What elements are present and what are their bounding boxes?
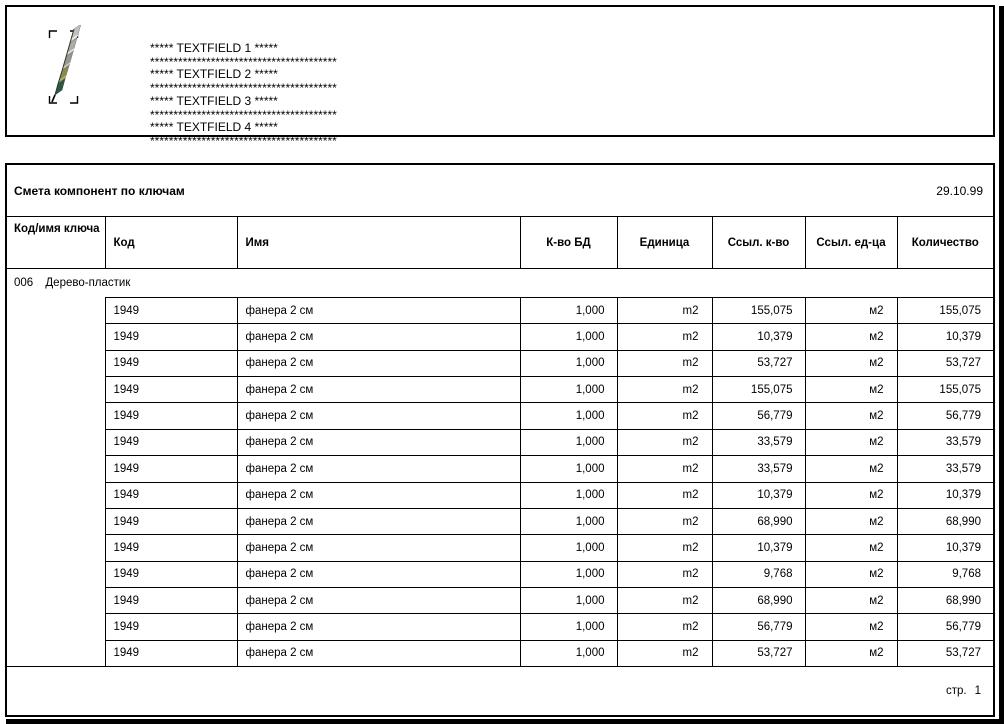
cell-name: фанера 2 см — [237, 614, 520, 640]
cell-quantity: 56,779 — [897, 614, 993, 640]
row-spacer — [7, 587, 105, 613]
cell-quantity: 33,579 — [897, 456, 993, 482]
cell-quantity: 33,579 — [897, 429, 993, 455]
cell-unit: m2 — [617, 482, 712, 508]
report-title: Смета компонент по ключам — [14, 183, 185, 198]
report-title-row — [7, 165, 993, 216]
row-spacer — [7, 640, 105, 666]
cell-quantity: 68,990 — [897, 508, 993, 534]
cell-ref-unit: м2 — [805, 403, 897, 429]
col-header-code: Код — [105, 217, 237, 269]
cell-code: 1949 — [105, 403, 237, 429]
row-spacer — [7, 456, 105, 482]
estimate-table — [7, 216, 993, 667]
cell-ref-qty: 10,379 — [712, 324, 805, 350]
cell-code: 1949 — [105, 324, 237, 350]
table-row — [7, 298, 993, 324]
cell-ref-qty: 33,579 — [712, 429, 805, 455]
cell-unit: m2 — [617, 350, 712, 376]
cell-unit: m2 — [617, 298, 712, 324]
cell-unit: m2 — [617, 429, 712, 455]
table-row — [7, 429, 993, 455]
cell-qty-db: 1,000 — [520, 561, 617, 587]
cell-ref-unit: м2 — [805, 587, 897, 613]
cell-unit: m2 — [617, 456, 712, 482]
col-header-unit: Единица — [617, 217, 712, 269]
col-header-quantity: Количество — [897, 217, 993, 269]
quill-feather-logo-icon — [46, 25, 88, 113]
cell-code: 1949 — [105, 535, 237, 561]
cell-ref-unit: м2 — [805, 561, 897, 587]
cell-name: фанера 2 см — [237, 482, 520, 508]
table-row — [7, 614, 993, 640]
group-cell — [7, 269, 993, 298]
cell-unit: m2 — [617, 324, 712, 350]
cell-qty-db: 1,000 — [520, 535, 617, 561]
textfield-line — [130, 106, 340, 162]
cell-ref-qty: 68,990 — [712, 508, 805, 534]
cell-code: 1949 — [105, 456, 237, 482]
cell-name: фанера 2 см — [237, 456, 520, 482]
textfield-value: **************************************** — [150, 108, 337, 122]
cell-unit: m2 — [617, 377, 712, 403]
page-shadow-bottom — [6, 719, 1004, 724]
cell-code: 1949 — [105, 377, 237, 403]
cell-quantity: 56,779 — [897, 403, 993, 429]
cell-name: фанера 2 см — [237, 298, 520, 324]
row-spacer — [7, 377, 105, 403]
cell-quantity: 10,379 — [897, 482, 993, 508]
cell-qty-db: 1,000 — [520, 298, 617, 324]
textfield-value: **************************************** — [150, 134, 337, 148]
cell-ref-unit: м2 — [805, 350, 897, 376]
table-body — [7, 269, 993, 667]
cell-ref-qty: 10,379 — [712, 482, 805, 508]
cell-ref-qty: 33,579 — [712, 456, 805, 482]
cell-ref-qty: 155,075 — [712, 298, 805, 324]
row-spacer — [7, 482, 105, 508]
cell-ref-unit: м2 — [805, 482, 897, 508]
cell-quantity: 155,075 — [897, 377, 993, 403]
page-number: 1 — [974, 685, 981, 698]
cell-name: фанера 2 см — [237, 508, 520, 534]
col-header-name: Имя — [237, 217, 520, 269]
cell-qty-db: 1,000 — [520, 587, 617, 613]
col-header-ref-unit: Ссыл. ед-ца — [805, 217, 897, 269]
table-row — [7, 324, 993, 350]
cell-unit: m2 — [617, 508, 712, 534]
group-row — [7, 269, 993, 298]
cell-unit: m2 — [617, 403, 712, 429]
cell-code: 1949 — [105, 350, 237, 376]
cell-quantity: 10,379 — [897, 535, 993, 561]
cell-ref-unit: м2 — [805, 456, 897, 482]
cell-ref-unit: м2 — [805, 298, 897, 324]
cell-qty-db: 1,000 — [520, 429, 617, 455]
cell-ref-qty: 9,768 — [712, 561, 805, 587]
cell-qty-db: 1,000 — [520, 403, 617, 429]
cell-ref-unit: м2 — [805, 508, 897, 534]
cell-quantity: 68,990 — [897, 587, 993, 613]
table-row — [7, 350, 993, 376]
cell-ref-unit: м2 — [805, 377, 897, 403]
row-spacer — [7, 298, 105, 324]
col-header-key: Код/имя ключа — [7, 217, 105, 269]
table-row — [7, 587, 993, 613]
table-row — [7, 403, 993, 429]
table-row — [7, 508, 993, 534]
cell-code: 1949 — [105, 508, 237, 534]
cell-ref-unit: м2 — [805, 640, 897, 666]
cell-unit: m2 — [617, 587, 712, 613]
group-code: 006 — [14, 277, 34, 289]
cell-ref-qty: 68,990 — [712, 587, 805, 613]
page-shadow-right — [999, 6, 1004, 724]
cell-qty-db: 1,000 — [520, 456, 617, 482]
row-spacer — [7, 350, 105, 376]
col-header-ref-qty: Ссыл. к-во — [712, 217, 805, 269]
cell-qty-db: 1,000 — [520, 482, 617, 508]
cell-name: фанера 2 см — [237, 324, 520, 350]
textfield-label: ***** TEXTFIELD 3 ***** — [150, 94, 278, 108]
cell-ref-unit: м2 — [805, 324, 897, 350]
table-header-row — [7, 217, 993, 269]
cell-quantity: 53,727 — [897, 350, 993, 376]
cell-code: 1949 — [105, 561, 237, 587]
cell-ref-qty: 56,779 — [712, 614, 805, 640]
cell-ref-qty: 56,779 — [712, 403, 805, 429]
cell-unit: m2 — [617, 561, 712, 587]
row-spacer — [7, 614, 105, 640]
cell-qty-db: 1,000 — [520, 350, 617, 376]
table-row — [7, 561, 993, 587]
cell-code: 1949 — [105, 482, 237, 508]
table-row — [7, 482, 993, 508]
col-header-qty-db: К-во БД — [520, 217, 617, 269]
cell-ref-unit: м2 — [805, 429, 897, 455]
cell-code: 1949 — [105, 640, 237, 666]
cell-ref-unit: м2 — [805, 614, 897, 640]
cell-ref-unit: м2 — [805, 535, 897, 561]
cell-name: фанера 2 см — [237, 640, 520, 666]
cell-name: фанера 2 см — [237, 587, 520, 613]
header-box — [5, 5, 995, 148]
table-row — [7, 535, 993, 561]
cell-ref-qty: 53,727 — [712, 350, 805, 376]
cell-qty-db: 1,000 — [520, 508, 617, 534]
report-date: 29.10.99 — [936, 183, 983, 198]
cell-qty-db: 1,000 — [520, 377, 617, 403]
cell-quantity: 53,727 — [897, 640, 993, 666]
cell-unit: m2 — [617, 614, 712, 640]
cell-ref-qty: 155,075 — [712, 377, 805, 403]
cell-qty-db: 1,000 — [520, 640, 617, 666]
cell-name: фанера 2 см — [237, 535, 520, 561]
textfield-label: ***** TEXTFIELD 4 ***** — [150, 120, 278, 134]
cell-unit: m2 — [617, 640, 712, 666]
cell-name: фанера 2 см — [237, 429, 520, 455]
cell-ref-qty: 53,727 — [712, 640, 805, 666]
cell-code: 1949 — [105, 614, 237, 640]
row-spacer — [7, 429, 105, 455]
textfield-label: ***** TEXTFIELD 2 ***** — [150, 67, 278, 81]
cell-unit: m2 — [617, 535, 712, 561]
cell-quantity: 9,768 — [897, 561, 993, 587]
cell-quantity: 155,075 — [897, 298, 993, 324]
table-row — [7, 456, 993, 482]
cell-name: фанера 2 см — [237, 377, 520, 403]
textfield-value: **************************************** — [150, 55, 337, 69]
cell-quantity: 10,379 — [897, 324, 993, 350]
row-spacer — [7, 508, 105, 534]
report-box — [5, 163, 995, 717]
textfield-label: ***** TEXTFIELD 1 ***** — [150, 41, 278, 55]
page-label: стр. — [945, 685, 967, 698]
row-spacer — [7, 403, 105, 429]
cell-name: фанера 2 см — [237, 561, 520, 587]
cell-code: 1949 — [105, 429, 237, 455]
cell-name: фанера 2 см — [237, 403, 520, 429]
group-name: Дерево-пластик — [45, 277, 131, 289]
row-spacer — [7, 535, 105, 561]
row-spacer — [7, 324, 105, 350]
textfield-value: **************************************** — [150, 81, 337, 95]
page-footer — [7, 667, 993, 715]
cell-code: 1949 — [105, 298, 237, 324]
cell-qty-db: 1,000 — [520, 324, 617, 350]
row-spacer — [7, 561, 105, 587]
cell-code: 1949 — [105, 587, 237, 613]
cell-qty-db: 1,000 — [520, 614, 617, 640]
table-row — [7, 640, 993, 666]
table-row — [7, 377, 993, 403]
cell-name: фанера 2 см — [237, 350, 520, 376]
cell-ref-qty: 10,379 — [712, 535, 805, 561]
